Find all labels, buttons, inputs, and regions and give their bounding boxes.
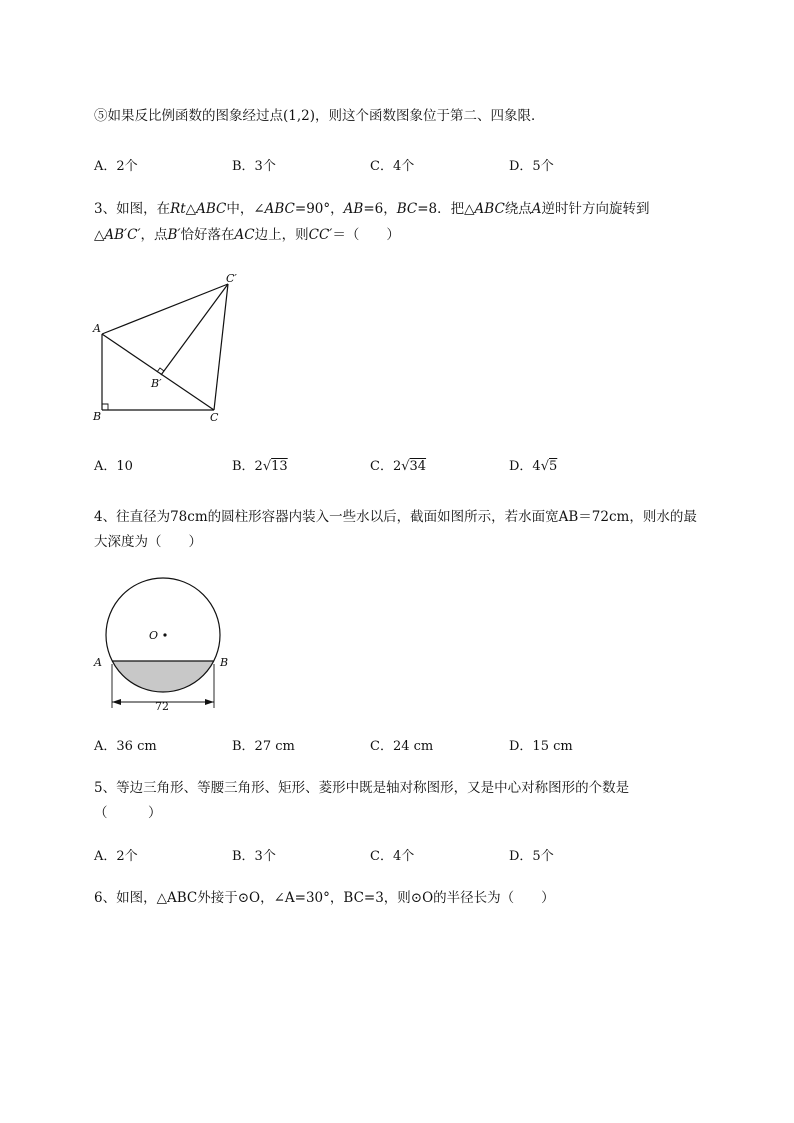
option-a[interactable]: A．10 xyxy=(94,459,133,474)
option-a[interactable]: A．36 cm xyxy=(94,739,157,754)
triangle-rotation-figure xyxy=(88,268,248,428)
option-c[interactable]: C．4个 xyxy=(370,159,415,174)
question-3-line-1: 3、如图，在Rt△ABC中，∠ABC=90°，AB=6，BC=8．把△ABC绕点A逆时针方向旋转到 xyxy=(94,201,650,217)
sqrt-5: √5 xyxy=(540,459,558,474)
cylinder-cross-section-figure xyxy=(88,574,238,720)
label-a: A xyxy=(93,322,101,335)
question-4-line-2: 大深度为（ ） xyxy=(94,534,202,550)
label-width-72: 72 xyxy=(155,700,169,713)
sqrt-34: √34 xyxy=(401,459,427,474)
label-b: B xyxy=(220,656,229,669)
water-region xyxy=(112,661,214,693)
center-point-o xyxy=(163,633,166,636)
arrowhead-right xyxy=(205,699,214,705)
label-c-prime: C′ xyxy=(226,272,237,285)
question-6-line-1: 6、如图，△ABC外接于⊙O，∠A=30°，BC=3，则⊙O的半径长为（ ） xyxy=(94,890,555,906)
label-a: A xyxy=(94,656,102,669)
sqrt-13: √13 xyxy=(262,459,288,474)
label-b: B xyxy=(93,410,102,423)
option-b[interactable]: B．3个 xyxy=(232,849,276,864)
option-c[interactable]: C．2√34 xyxy=(370,459,427,474)
option-d[interactable]: D．15 cm xyxy=(509,739,573,754)
label-o: O xyxy=(149,629,159,642)
option-c[interactable]: C．24 cm xyxy=(370,739,434,754)
option-d[interactable]: D．5个 xyxy=(509,159,554,174)
question-4-line-1: 4、往直径为78cm的圆柱形容器内装入一些水以后，截面如图所示，若水面宽AB＝72cm，则水的最 xyxy=(94,509,697,525)
option-d[interactable]: D．5个 xyxy=(509,849,554,864)
question-5-line-1: 5、等边三角形、等腰三角形、矩形、菱形中既是轴对称图形，又是中心对称图形的个数是 xyxy=(94,780,630,796)
question-5-line-2: （ ） xyxy=(94,805,162,821)
right-angle-mark-b xyxy=(102,404,108,410)
arrowhead-left xyxy=(112,699,121,705)
option-a[interactable]: A．2个 xyxy=(94,159,138,174)
statement-5: ⑤如果反比例函数的图象经过点(1,2)，则这个函数图象位于第二、四象限． xyxy=(94,108,545,124)
question-3-line-2: △AB′C′，点B′恰好落在AC边上，则CC′＝（ ） xyxy=(94,227,400,243)
option-d[interactable]: D．4√5 xyxy=(509,459,558,474)
option-b[interactable]: B．27 cm xyxy=(232,739,295,754)
option-b[interactable]: B．2√13 xyxy=(232,459,288,474)
label-c: C xyxy=(210,411,219,424)
segment-cc-prime xyxy=(214,284,228,410)
option-c[interactable]: C．4个 xyxy=(370,849,415,864)
segment-ac xyxy=(102,334,214,410)
option-b[interactable]: B．3个 xyxy=(232,159,276,174)
option-a[interactable]: A．2个 xyxy=(94,849,138,864)
label-b-prime: B′ xyxy=(151,377,162,390)
